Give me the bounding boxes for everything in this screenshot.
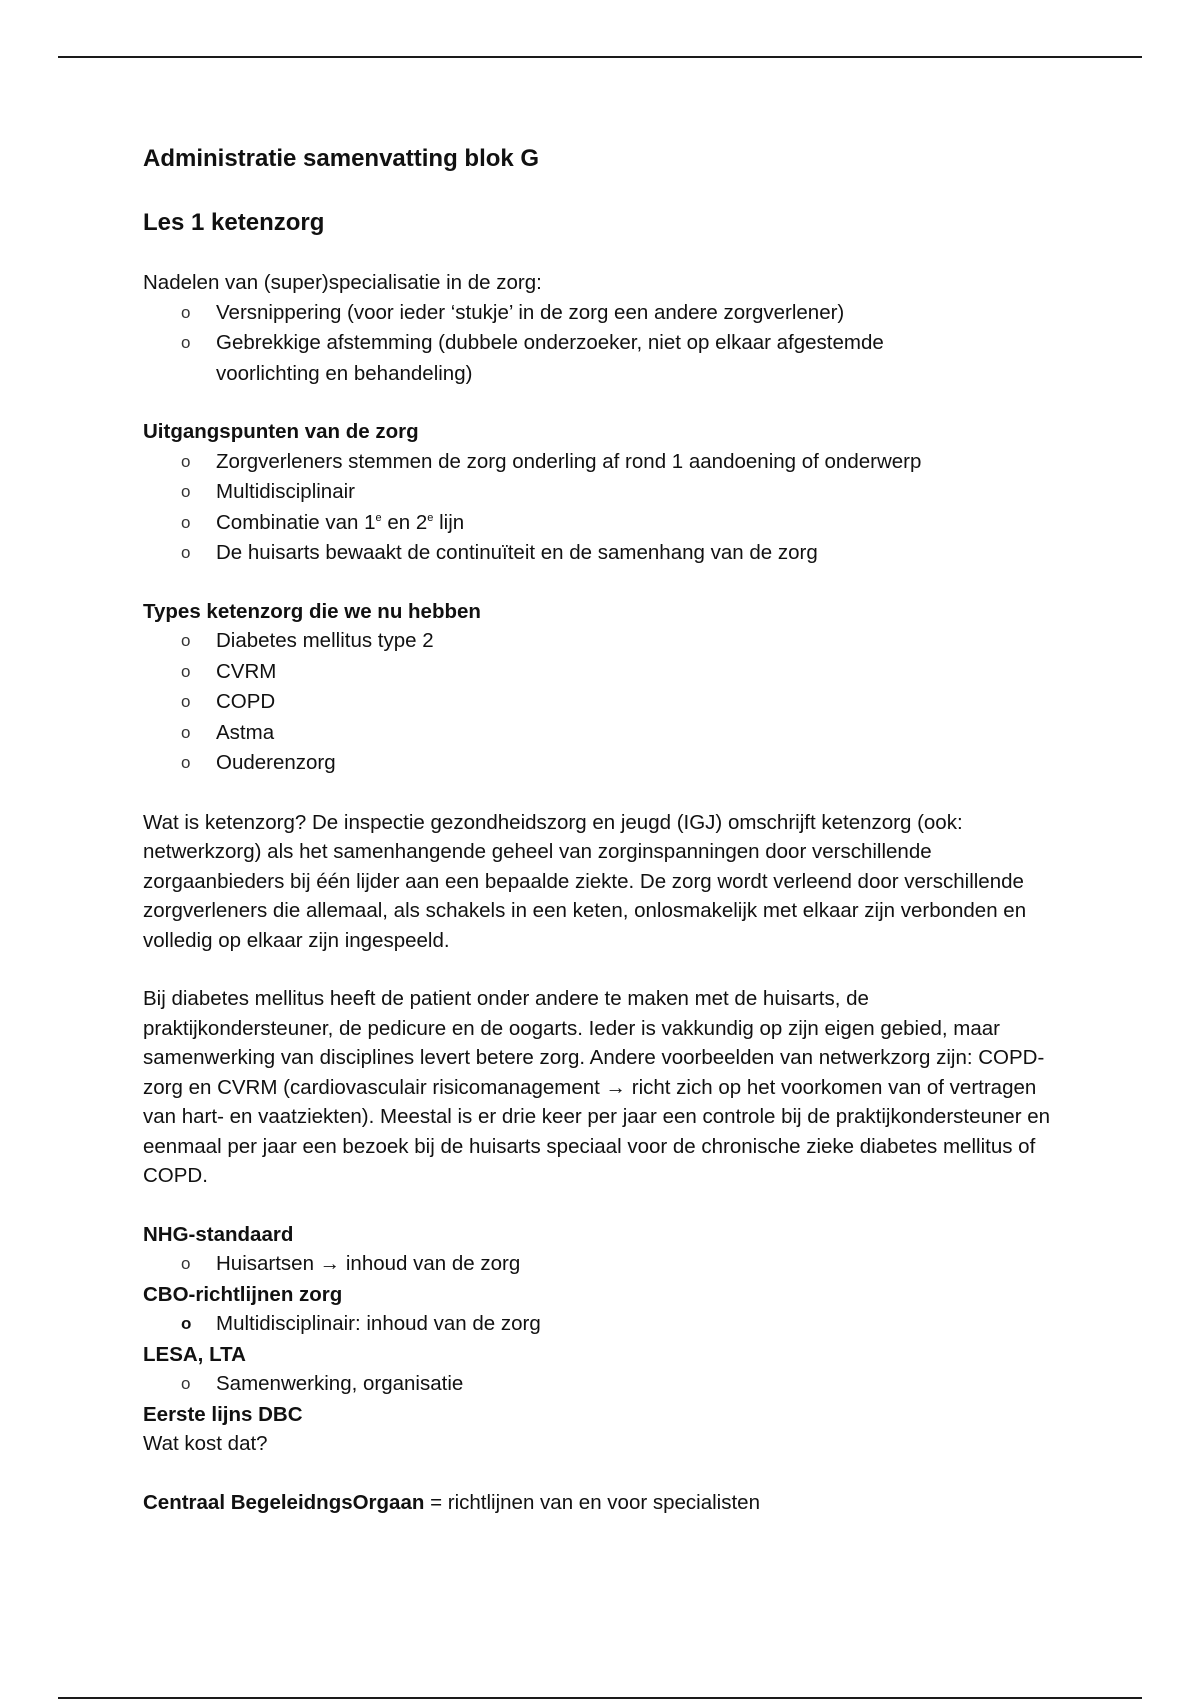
- header-rule: [58, 56, 1142, 58]
- bullet-circle-icon: o: [181, 512, 191, 532]
- list-item: o Multidisciplinair: [143, 477, 1063, 508]
- uitgangspunten-list: [143, 447, 1063, 569]
- uitgangspunten-heading: Uitgangspunten van de zorg: [143, 420, 419, 443]
- list-item: o Zorgverleners stemmen de zorg onderling af rond 1 aandoening of onderwerp: [143, 447, 1063, 478]
- bullet-circle-icon: o: [181, 333, 191, 352]
- dbc-heading: Eerste lijns DBC: [143, 1402, 303, 1426]
- document-page: [143, 144, 1063, 1517]
- cbo-definition: [143, 1488, 1063, 1518]
- lesson-heading: Les 1 ketenzorg: [143, 209, 325, 236]
- nhg-heading: NHG-standaard: [143, 1222, 294, 1246]
- cbo-definition-text: = richtlijnen van en voor specialisten: [424, 1490, 760, 1514]
- nhg-list: [143, 1249, 1063, 1280]
- diabetes-paragraph: Bij diabetes mellitus heeft de patient onder andere te maken met de huisarts, de praktijkondersteuner, de pedicure en de oogarts. Ieder is vakkundig op zijn eigen gebied, maar samenwerking van disciplines levert betere zorg. Andere voorbeelden van netwerkzorg zijn: COPD-zorg en CVRM (cardiovasculair risicomanagement → richt zich op het voorkomen van of vertragen van hart- en vaatziekten). Meestal is er drie keer per jaar een controle bij de praktijkondersteuner en eenmaal per jaar een bezoek bij de huisarts speciaal voor de chronische zieke diabetes mellitus of COPD.: [143, 987, 1051, 1187]
- list-item: o Astma: [143, 718, 1063, 749]
- nadelen-intro: Nadelen van (super)specialisatie in de zorg:: [143, 271, 542, 294]
- list-item: o Gebrekkige afstemming (dubbele onderzoeker, niet op elkaar afgestemde voorlichting en behandeling): [143, 328, 1063, 389]
- list-item: o Multidisciplinair: inhoud van de zorg: [143, 1309, 1063, 1340]
- nadelen-list: [143, 298, 1063, 390]
- dbc-text: Wat kost dat?: [143, 1432, 268, 1455]
- bullet-circle-icon: o: [181, 451, 191, 471]
- cbo-term: Centraal BegeleidngsOrgaan: [143, 1490, 425, 1514]
- lesa-heading: LESA, LTA: [143, 1342, 246, 1366]
- cbo-list: [143, 1309, 1063, 1340]
- document-title: Administratie samenvatting blok G: [143, 145, 540, 172]
- bullet-circle-icon: o: [181, 482, 191, 501]
- list-item: o COPD: [143, 687, 1063, 718]
- bullet-circle-icon: o: [181, 1254, 191, 1273]
- bullet-circle-icon: o: [181, 302, 191, 322]
- bullet-circle-icon: o: [181, 692, 191, 711]
- bullet-circle-icon: o: [181, 543, 191, 562]
- footer-rule: [58, 1697, 1142, 1699]
- bullet-circle-icon: o: [181, 722, 191, 742]
- ketenzorg-definition-paragraph: Wat is ketenzorg? De inspectie gezondheidszorg en jeugd (IGJ) omschrijft ketenzorg (ook: netwerkzorg) als het samenhangende geheel van zorginspanningen door verschillende zorgaanbieders bij één lijder aan een bepaalde ziekte. De zorg wordt verleend door verschillende zorgverleners die allemaal, als schakels in een keten, onlosmakelijk met elkaar zijn verbonden en volledig op elkaar zijn ingespeeld.: [143, 810, 1027, 952]
- list-item: o Diabetes mellitus type 2: [143, 626, 1063, 657]
- types-list: [143, 626, 1063, 779]
- bullet-circle-icon: o: [181, 1314, 192, 1333]
- list-item: o Samenwerking, organisatie: [143, 1369, 1063, 1400]
- list-item: o Versnippering (voor ieder ‘stukje’ in de zorg een andere zorgverlener): [143, 298, 1063, 329]
- bullet-circle-icon: o: [181, 661, 191, 681]
- list-item: o CVRM: [143, 657, 1063, 688]
- bullet-circle-icon: o: [181, 1374, 191, 1393]
- lesa-list: [143, 1369, 1063, 1400]
- list-item: o Ouderenzorg: [143, 748, 1063, 779]
- list-item: o Huisartsen → inhoud van de zorg: [143, 1249, 1063, 1280]
- types-heading: Types ketenzorg die we nu hebben: [143, 599, 481, 623]
- bullet-circle-icon: o: [181, 753, 191, 772]
- list-item: o De huisarts bewaakt de continuïteit en de samenhang van de zorg: [143, 538, 1063, 569]
- cbo-heading: CBO-richtlijnen zorg: [143, 1282, 343, 1306]
- list-item: o Combinatie van 1e en 2e lijn: [143, 508, 1063, 539]
- bullet-circle-icon: o: [181, 631, 191, 650]
